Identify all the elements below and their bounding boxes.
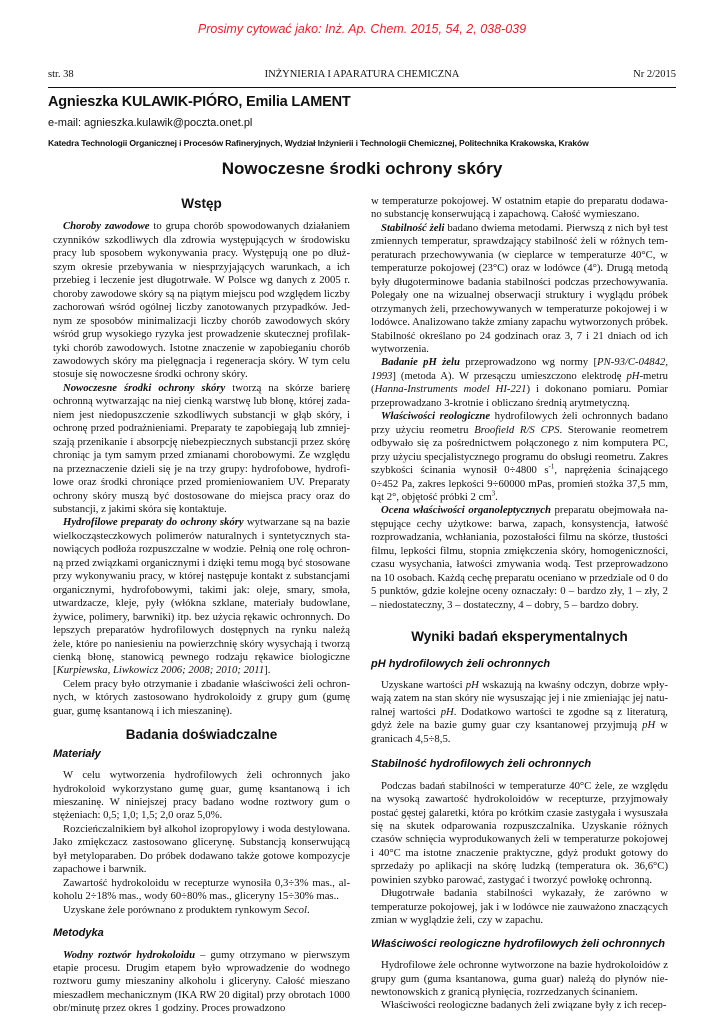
device-name: Broofield R/S CPS (474, 423, 560, 436)
term: Wodny roztwór hydrokoloidu (63, 948, 196, 961)
paragraph: Hydrofilowe żele ochronne wytworzone na bazie hydrokoloidów z grupy gum (guma ksantanowa, guma guar) należą do płynów nienewtonowskich z granicą płynięcia, rozrzedzanych ścinaniem. (371, 959, 668, 999)
subheading-rheology: Właściwości reologiczne hydrofilowych żeli ochronnych (371, 937, 666, 950)
subheading-materials: Materiały (53, 747, 101, 760)
term: Ocena właściwości organoleptycznych (381, 504, 551, 517)
right-column (371, 195, 668, 1013)
paragraph: Rozcieńczalnikiem był alkohol izopropylowy i woda destylowana. Jako zmiękczacz zastosowano glicerynę. Substancją konserwującą był metyloparaben. Do próbek dodawano także gotowe kompozycje zapachowe i barwnik. (53, 822, 350, 876)
term: Nowoczesne środki ochrony skóry (63, 381, 226, 394)
paragraph: Nowoczesne środki ochrony skóry tworzą na skórze barierę ochronną wytwarzając na niej cienką warstwę lub błonę, której zadaniem jest niedopuszczenie szkodliwych substancji w głąb skóry, i ochronę przed podrażnieniami. Preparaty te zapobiegają lub zmniejszają przenikanie i absorpcję niebezpiecznych substancji przez skórę chroniąc ja tym samym przed zmianami chorobowymi. Ze względu na przeznaczenie dzieli się je na trzy grupy: hydrofobowe, hydrofilowe oraz środki chroniące przed promieniowaniem UV. Preparaty ochrony skóry muszą być dostosowane do miejsca pracy oraz do substancji, z jakimi skóra się kontaktuje. (53, 381, 350, 515)
product-name: Secol (283, 903, 307, 916)
subheading-ph: pH hydrofilowych żeli ochronnych (371, 657, 551, 670)
page-number: str. 38 (48, 69, 74, 80)
paragraph: Badanie pH żelu przeprowadzono wg normy [PN-93/C-04842, 1993] (metoda A). W przesączu umieszczono elektrodę pH-metru (Hanna-Instruments model HI-221) i dokonano pomiaru. Pomiar przeprowadzano 3-krotnie i obliczano średnią arytmetyczną. (371, 356, 668, 409)
header-rule (48, 87, 676, 88)
citation-reference: Kurpiewska, Liwkowicz 2006; 2008; 2010; 2011 (56, 664, 265, 677)
subheading-stability: Stabilność hydrofilowych żeli ochronnych (371, 758, 592, 771)
term: Hydrofilowe preparaty do ochrony skóry (63, 516, 244, 529)
paragraph: Właściwości reologiczne hydrofilowych żeli ochronnych badano przy użyciu reometru Broofield R/S CPS. Sterowanie reometrem odbywało się za pośrednictwem połączonego z nim komputera PC, przy użyciu specjalistycznego programu do obsługi reometru. Zakres szybkości ścinania wynosił 0÷4800 $s^{-1}$, naprężenia ścinającego 0÷452 Pa, zakres lepkości 9÷60000 mPas, promień stożka 37,5 mm, kąt 2°, objętość próbki 2 $cm^3$. (371, 410, 669, 503)
paragraph: Choroby zawodowe to grupa chorób spowodowanych działaniem czynników szkodliwych dla zdrowia występujących w środowisku pracy lub sposobem wykonywania pracy. Występują one po dłuższym okresie przebywania w niesprzyjających warunkach, a ich przebieg i leczenie jest długotrwałe. W Polsce wg danych z 2005 r. choroby zawodowe skóry są na piątym miejscu pod względem liczby zachorowań wśród ogólnej liczby zanotowanych przypadków. Jednym ze sposobów minimalizacji liczby chorób zawodowych skóry wśród grup wysokiego ryzyka jest prowadzenie skutecznej profilaktyki chorób zawodowych. Istotne znaczenie w zapobieganiu chorób zawodowych skóry ma pielęgnacja i regeneracja skóry. W tym celu stosuje się nowoczesne środki ochrony skóry. (53, 220, 350, 381)
paragraph: Wodny roztwór hydrokoloidu – gumy otrzymano w pierwszym etapie procesu. Drugim etapem było wprowadzenie do wodnego roztworu gumy mieszaniny alkoholu i gliceryny. Całość mieszano mieszadłem mechanicznym (IKA RW 20 digital) przy obrotach 1000 obr/minutę przez okres 1 godziny. Proces prowadzono (53, 948, 350, 1015)
paragraph: Celem pracy było otrzymanie i zbadanie właściwości żeli ochronnych, w których zastosowano hydrokoloidy z grupy gum (gumę guar, gumę ksantanową i ich mieszaninę). (53, 677, 350, 717)
author-email: e-mail: agnieszka.kulawik@poczta.onet.pl (48, 117, 253, 129)
paragraph: w temperaturze pokojowej. W ostatnim etapie do preparatu dodawano substancję konserwującą i zapachową. Całość wymieszano. (371, 195, 668, 221)
issue-number: Nr 2/2015 (633, 69, 676, 80)
paragraph: Stabilność żeli badano dwiema metodami. Pierwszą z nich był test zmiennych temperatur, sprawdzający stabilność żeli w różnych temperaturach przechowywania (w cieplarce w temperaturze 40°C, w temperaturze pokojowej (23°C) oraz w lodówce (4°). Drugą metodą były długoterminowe badania stabilności podczas przechowywania. Polegały one na wizualnej obserwacji struktury i wyglądu próbek otrzymanych żeli, przechowywanych w temperaturze pokojowej i w lodówce. Analizowano także zmiany zapachu wytworzonych próbek. Stabilność określano po 24 godzinach oraz 3, 7 i 21 dniach od ich wytworzenia. (371, 221, 669, 355)
term: Badanie pH żelu (381, 356, 460, 369)
paragraph: Zawartość hydrokoloidu w recepturze wynosiła 0,3÷3% mas., alkoholu 2÷18% mas., wody 60÷80% mas., gliceryny 15÷30% mas.. (53, 876, 350, 903)
affiliation: Katedra Technologii Organicznej i Procesów Rafineryjnych, Wydział Inżynierii i Technologii Chemicznej, Politechnika Krakowska, Kraków (48, 138, 589, 148)
term: Choroby zawodowe (63, 220, 150, 233)
paragraph: W celu wytworzenia hydrofilowych żeli ochronnych jako hydrokoloid wykorzystano gumę guar, gumę ksantanową i ich mieszaninę. W niniejszej pracy badano wodne roztwory gum o stężeniach: 0,5; 1,0; 1,5; 2,0 oraz 5,0%. (53, 769, 350, 822)
citation-note: Prosimy cytować jako: Inż. Ap. Chem. 2015, 54, 2, 038-039 (197, 22, 527, 36)
paragraph: Uzyskane wartości pH wskazują na kwaśny odczyn, dobrze wpływają zatem na stan skóry nie wysuszając jej i nie zmieniając jej naturalnej wartości pH. Dodatkowo wartości te zgodne są z literaturą, gdyż żele na bazie gumy guar czy ksantanowej przyjmują pH w granicach 4,5÷8,5. (371, 678, 669, 745)
running-head (48, 69, 676, 85)
authors: Agnieszka KULAWIK-PIÓRO, Emilia LAMENT (48, 94, 351, 110)
paragraph: Podczas badań stabilności w temperaturze 40°C żele, ze względu na wysoką zawartość hydrokoloidów w recepturze, przyjmowały postać gęstej galaretki, która po krótkim czasie zastygała i wysuszała się na skutek odparowania rozpuszczalnika. Uzyskanie różnych czasów schnięcia wyprodukowanych żeli w temperaturze pokojowej i 40°C ma istotne znaczenie praktyczne, gdyż produkt gotowy do sprzedaży po aplikacji na skórę ludzką (temperatura ok. 36,6°C) powinien szybko parować, zastygać i tworzyć powłokę ochronną. (371, 779, 668, 886)
paragraph: Uzyskane żele porównano z produktem rynkowym Secol. (63, 903, 310, 916)
subheading-methodology: Metodyka (53, 927, 104, 940)
paragraph: Hydrofilowe preparaty do ochrony skóry wytwarzane są na bazie wielkocząsteczkowych polimerów naturalnych i syntetycznych stanowiących podłoża rozpuszczalne w wodzie. Pełnią one rolę ochronną przed związkami organicznymi i dzięki temu mogą być stosowane przy wykonywaniu pracy, w której następuje kontakt z substancjami organicznymi, hydrofobowymi, takimi jak: oleje, smary, smoła, utwardzacze, kleje, pyły (włókna szklane, materiały budowlane, żywice, polimery, barwniki) itp. bez użycia rękawic ochronnych. Do lepszych preparatów hydrofilowych dostępnych na rynku należą żele, które po naniesieniu na powierzchnię skóry wysychają i tworzą cienką błonę, stanowicą pewnego rodzaju rękawice biologiczne [Kurpiewska, Liwkowicz 2006; 2008; 2010; 2011]. (53, 516, 350, 677)
section-heading-introduction: Wstęp (181, 196, 222, 211)
section-heading-experimental: Badania doświadczalne (125, 727, 278, 743)
paragraph: Ocena właściwości organoleptycznych preparatu obejmowała następujące cechy użytkowe: barwa, zapach, konsystencja, łatwość rozprowadzania, wchłaniania, pozostałości filmu na skórze, tłustości filmu, lepkości filmu, stopnia zmiękczenia skóry, homogeniczności, czasu wysychania, łatwości zmywania wodą. Test przeprowadzono na 10 osobach. Każdą cechę preparatu oceniano w przedziale od 0 do 5 punktów, gdzie kolejne oceny oznaczały: 0 – bardzo zły, 1 – zły, 2 – niedostateczny, 3 – dostateczny, 4 – dobry, 5 – bardzo dobry. (371, 504, 669, 611)
article-title: Nowoczesne środki ochrony skóry (221, 159, 503, 178)
term: Stabilność żeli (381, 221, 445, 234)
device-name: Hanna-Instruments model HI-221 (374, 383, 527, 396)
left-column (53, 195, 350, 1016)
paragraph: Właściwości reologiczne badanych żeli związane były z ich recep- (381, 999, 667, 1012)
paragraph: Długotrwałe badania stabilności wykazały, że zarówno w temperaturze pokojowej, jak i w lodówce nie zauważono znaczących zmian w wyglądzie żeli, czy w zapachu. (371, 887, 668, 927)
journal-name: INŻYNIERIA I APARATURA CHEMICZNA (264, 69, 460, 80)
norm-reference: PN-93/C-04842, 1993 (371, 356, 668, 382)
section-heading-results: Wyniki badań eksperymentalnych (411, 629, 628, 645)
term: Właściwości reologiczne (381, 410, 491, 423)
